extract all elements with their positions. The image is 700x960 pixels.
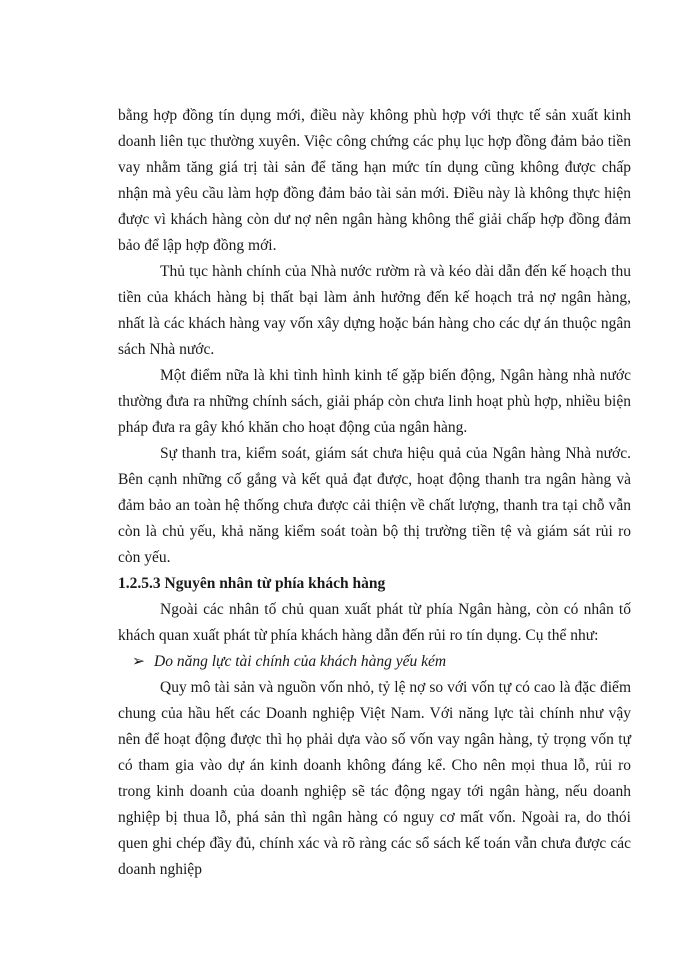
paragraph-4: Sự thanh tra, kiểm soát, giám sát chưa hiệu quả của Ngân hàng Nhà nước. Bên cạnh những cố gắng và kết quả đạt được, hoạt động thanh tra ngân hàng và đảm bảo an toàn hệ thống chưa được cải thiện về chất lượng, thanh tra tại chỗ vẫn còn là chủ yếu, khả năng kiểm soát toàn bộ thị trường tiền tệ và giám sát rủi ro còn yếu. — [118, 445, 631, 566]
bullet-item — [118, 649, 631, 675]
paragraph-6: Quy mô tài sản và nguồn vốn nhỏ, tỷ lệ nợ so với vốn tự có cao là đặc điểm chung của hầu hết các Doanh nghiệp Việt Nam. Với năng lực tài chính như vậy nên để hoạt động được thì họ phải dựa vào số vốn vay ngân hàng, tỷ trọng vốn tự có tham gia vào dự án kinh doanh không đáng kể. Cho nên mọi thua lỗ, rủi ro trong kinh doanh của doanh nghiệp sẽ tác động ngay tới ngân hàng, nếu doanh nghiệp bị thua lỗ, phá sản thì ngân hàng có nguy cơ mất vốn. Ngoài ra, do thói quen ghi chép đầy đủ, chính xác và rõ ràng các sổ sách kế toán vẫn chưa được các doanh nghiệp — [118, 679, 631, 878]
bullet-label: Do năng lực tài chính của khách hàng yếu kém — [154, 653, 447, 670]
paragraph-3: Một điểm nữa là khi tình hình kinh tế gặp biến động, Ngân hàng nhà nước thường đưa ra những chính sách, giải pháp còn chưa linh hoạt phù hợp, nhiều biện pháp đưa ra gây khó khăn cho hoạt động của ngân hàng. — [118, 367, 631, 436]
paragraph-5: Ngoài các nhân tố chủ quan xuất phát từ phía Ngân hàng, còn có nhân tố khách quan xuất phát từ phía khách hàng dẫn đến rủi ro tín dụng. Cụ thể như: — [118, 601, 631, 644]
paragraph-2: Thủ tục hành chính của Nhà nước rườm rà và kéo dài dẫn đến kế hoạch thu tiền của khách hàng bị thất bại làm ảnh hưởng đến kế hoạch trả nợ ngân hàng, nhất là các khách hàng vay vốn xây dựng hoặc bán hàng cho các dự án thuộc ngân sách Nhà nước. — [118, 263, 631, 358]
arrow-bullet-icon: ➢ — [132, 653, 145, 670]
body-text — [118, 103, 631, 883]
paragraph-1: bằng hợp đồng tín dụng mới, điều này không phù hợp với thực tế sản xuất kinh doanh liên tục thường xuyên. Việc công chứng các phụ lục hợp đồng đảm bảo tiền vay nhằm tăng giá trị tài sản để tăng hạn mức tín dụng cũng không được chấp nhận mà yêu cầu làm hợp đồng đảm bảo tài sản mới. Điều này là không thực hiện được vì khách hàng còn dư nợ nên ngân hàng không thể giải chấp hợp đồng đảm bảo để lập hợp đồng mới. — [118, 107, 631, 254]
section-heading: 1.2.5.3 Nguyên nhân từ phía khách hàng — [118, 575, 386, 592]
